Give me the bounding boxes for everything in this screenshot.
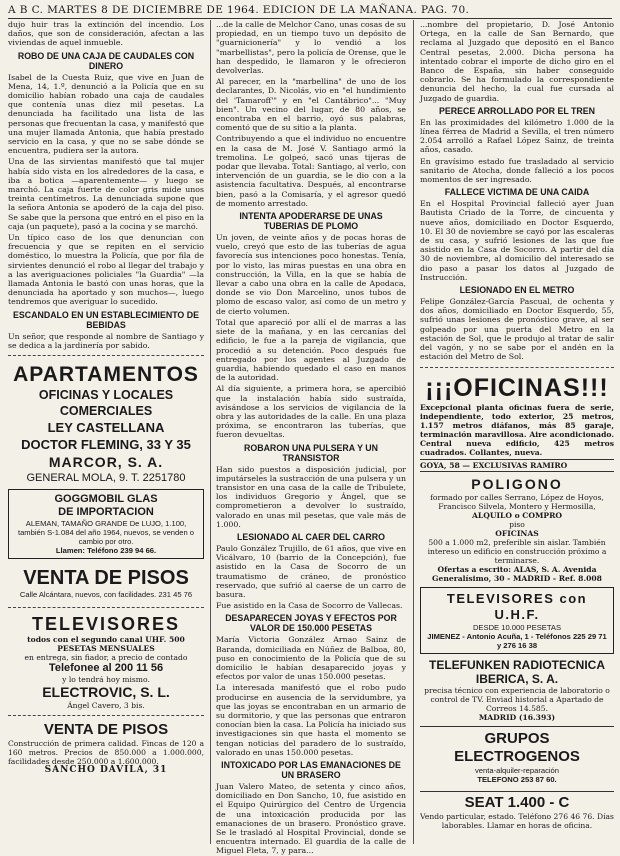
article-text: ...nombre del propietario, D. José Antonio Ortega, en la calle de San Bernardo, que reclama al Juzgado que depositó en el Banco Central pesetas, 2.000. Dicha persona ha intentado cobrar el importe de dicho giro en el Banco de España, sin haber conseguido cobrarlo. Se ha formulado la correspondiente denuncia del hecho, la cual fue cursada al Juzgado de guardia. bbox=[420, 20, 614, 103]
ad-text: DESDE 10.000 PESETAS bbox=[472, 622, 562, 632]
ad-address: Ángel Cavero, 3 bis. bbox=[67, 701, 145, 711]
ad-title: POLIGONO bbox=[471, 475, 563, 492]
column-left bbox=[8, 20, 204, 848]
article-text: Un típico caso de los que denuncian con frecuencia y que se repiten en el servicio doméstico, lo muestra la Policía, que por fila de sirvientes denunció el robo al llegar del trabajo y a las averiguaciones policiales "la Guardia" —la llamada Antonia le bastó con unas horas, que la denunciada ha aportado y son muchos—, luego tendremos que averiguar lo sucedido. bbox=[8, 233, 204, 307]
article-text: dujo huir tras la extinción del incendio. Los daños, que son de consideración, afectan a las viviendas de aquel inmueble. bbox=[8, 20, 204, 48]
ad-address: MADRID (16.393) bbox=[478, 712, 556, 722]
ad-seat bbox=[420, 791, 614, 830]
ad-phone: Llamen: Teléfono 239 94 66. bbox=[55, 546, 157, 556]
article-text: Felipe González-García Pascual, de ochenta y dos años, domiciliado en Doctor Esquerdo, 55, sufrió unas lesiones de pronóstico grave, al ser golpeado por una puerta del Metro en la estación de Sol, que le produjo al tratar de salir del vagón, y no se sabe por el andén en la estación del Metro de Sol. bbox=[420, 297, 614, 362]
ad-text: formado por calles Serrano, López de Hoyos, Francisco Silvela, Montero y Hermosilla, bbox=[430, 492, 604, 511]
article-text: Un joven, de veinte años y de pocas horas de vuelo, creyó que esto de las tuberías de agua favorecía sus intenciones poco honestas. Tenía, por lo visto, las miras puestas en una obra en construcción, la Villa, en la que se había de llevar a cabo una obra en la calle de Apodaca, donde se vio Don Marcelino, unos tubos de plomo de escaso valor, así como de un metro y de cierto volumen. bbox=[216, 233, 406, 316]
column-right bbox=[420, 20, 614, 848]
column-rule bbox=[413, 20, 414, 844]
ad-brand: ELECTROVIC, S. L. bbox=[42, 684, 170, 701]
article-text: Total que apareció por allí el de marras a las siete de la mañana, y en las cercanías del edificio, le fue a la pareja de vigilancia, que procedió a su detención. Poco después fue entregado por los agentes al Juzgado de guardia, habiendo quedado el caso en manos de la autoridad. bbox=[216, 317, 406, 383]
article-headline: ROBO DE UNA CAJA DE CAUDALES CON DINERO bbox=[17, 50, 195, 71]
ad-line: LEY CASTELLANA bbox=[47, 420, 165, 436]
ad-text: Construcción de primera calidad. Fincas de 120 a 160 metros. Precios de 850.000 a 1.000.000, facilidades desde 250.000 a 1.600.000. bbox=[8, 739, 204, 767]
article-text: En el Hospital Provincial falleció ayer Juan Bautista Criado de la Torre, de cincuenta y nueve años, domiciliado en Doctor Esquerdo, 10. El 30 de noviembre se cayó por las escaleras de su casa, y sufrió lesiones de las que fue asistido en la Casa de Socorro. A partir del día 30 de noviembre, al domicilio del interesado se dio paso a pasar los datos al Juzgado de Instrucción. bbox=[420, 199, 614, 282]
ad-phone: TELEFONO 253 87 60. bbox=[477, 774, 557, 784]
divider bbox=[420, 367, 614, 368]
ad-text: piso bbox=[509, 519, 525, 529]
ad-text: Vendo particular, estado. Teléfono 276 46 76. Días laborables. Llamar en horas de oficina. bbox=[420, 811, 614, 830]
ad-text: y lo tendrá hoy mismo. bbox=[62, 675, 150, 685]
ad-title: TELEVISORES con U.H.F. bbox=[446, 590, 588, 622]
ad-text: en entrega, sin fiador, a precio de contado bbox=[24, 653, 188, 663]
ad-oficinas bbox=[420, 373, 614, 472]
article-text: Contribuyendo a que el individuo no encuentre en la casa de M. José V. Santiago armó la tremolina. Le golpeó, sacó unas tijeras de podar que llevaba. Total: Santiago, al verlo, con intervención de un guardia, se le dio con a la asistencia facultativa. Después, al encontrarse bien, pasó a la Comisaría, y el agresor quedó de momento arrestado. bbox=[216, 134, 406, 208]
ad-text: 500 a 1.000 m2, preferible sin aislar. También intereso un edificio en construcción próximo a terminarse. bbox=[427, 537, 607, 565]
ad-title: GOGGMOBIL GLAS bbox=[54, 493, 158, 506]
ad-address: SANCHO DAVILA, 31 bbox=[44, 765, 168, 776]
column-rule bbox=[210, 20, 211, 844]
ad-text: JIMENEZ - Antonio Acuña, 1 - Teléfonos 225 29 71 y 276 16 38 bbox=[427, 631, 607, 650]
ad-text: precisa técnico con experiencia de laboratorio o control de TV. Enviad historial a Apartado de Correos 14.585. bbox=[424, 685, 610, 713]
ad-goggmobil bbox=[8, 489, 204, 559]
article-headline: FALLECE VICTIMA DE UNA CAIDA bbox=[444, 187, 590, 198]
article-text: Juan Valero Mateo, de setenta y cinco años, domiciliado en Don Sancho, 10, fue asistido en el Equipo Quirúrgico del Centro de Urgencia de una intoxicación producida por las emanaciones de un brasero. Pronóstico grave. Se le trasladó al Hospital Provincial, donde se encuentra internado. El guardia de la calle de Miguel Fleta, 7, y para... bbox=[216, 782, 406, 856]
article-headline: INTENTA APODERARSE DE UNAS TUBERIAS DE PLOMO bbox=[239, 211, 383, 232]
article-text: ...de la calle de Melchor Cano, unas cosas de su propiedad, en un tiempo tuvo un depósito de "guarnicionería" y lo vendió a los "marbellistas", pero la policía de Orense, que le han despedido, le llamaron y le ofrecieron devolverlas. bbox=[216, 20, 406, 76]
ad-title: IBERICA, S. A. bbox=[475, 671, 559, 686]
ad-title: DE IMPORTACION bbox=[58, 506, 154, 519]
article-headline: INTOXICADO POR LAS EMANACIONES DE UN BRASERO bbox=[221, 760, 401, 781]
article-text: En las proximidades del kilómetro 1.000 de la línea férrea de Madrid a Sevilla, el tren número 2.054 arrolló a Rafael López Sainz, de treinta años, casado. bbox=[420, 117, 614, 155]
article-text: Al parecer, en la "marbellina" de uno de los declarantes, D. Nicolás, vio en "el hundimiento del 'Tamaroff'" y en "el Cantábrico"... "Muy bien". Un vecino del lugar, de 80 años, se encontraba en el barrio, oyó sus palabras, comentó que de su sitio a la planta. bbox=[216, 77, 406, 133]
ad-line: DOCTOR FLEMING, 33 Y 35 bbox=[21, 437, 191, 453]
ad-title: APARTAMENTOS bbox=[13, 363, 199, 387]
ad-title: SEAT 1.400 - C bbox=[464, 793, 570, 811]
ad-title: VENTA DE PISOS bbox=[43, 721, 169, 739]
ad-line: GENERAL MOLA, 9. T. 2251780 bbox=[26, 472, 186, 485]
article-text: Al día siguiente, a primera hora, se apercibió que la instalación había sido sustraída, avisándose a los servicios de vigilancia de la obra y las autoridades de la calle. En una plaza próxima, se encontraron las tuberías, que fueron devueltas. bbox=[216, 384, 406, 440]
article-text: Fue asistido en la Casa de Socorro de Vallecas. bbox=[216, 601, 403, 611]
divider bbox=[8, 355, 204, 356]
ad-line: OFICINAS Y LOCALES bbox=[38, 388, 174, 403]
article-text: María Victoria González Arnao Sainz de Baranda, domiciliada en Núñez de Balboa, 80, puso en conocimiento de la Policía que de su domicilio le habían desaparecido joyas y efectos por valor de unas 150.000 pesetas. bbox=[216, 635, 406, 682]
article-text: Una de las sirvientas manifestó que tal mujer había sido vista en los alrededores de la casa, e iba a botica —aparentemente— y luego se marchó. La caja fuerte de color gris mide unos treinta centímetros. La denunciada supone que la señora Antonia se apoderó de la caja del piso. Se sabe que la persona que entró en el piso en la caja (un paquete), pasó a la cocina y se marchó. bbox=[8, 157, 204, 231]
article-headline: LESIONADO EN EL METRO bbox=[459, 285, 575, 296]
article-headline: ROBARON UNA PULSERA Y UN TRANSISTOR bbox=[244, 442, 378, 463]
ad-poligono bbox=[420, 476, 614, 583]
ad-title: TELEFUNKEN RADIOTECNICA bbox=[429, 657, 605, 672]
ad-venta-pisos-1 bbox=[8, 563, 204, 602]
article-text: Han sido puestos a disposición judicial, por imputárseles la sustracción de una pulsera y un transistor en una casa de la calle de Tribulete, los individuos Gregorio y Ángel, que se comprometieron a devolver lo sustraído, valorado en unas mil pesetas, que vale más de 1.000. bbox=[216, 464, 406, 529]
article-headline: ESCANDALO EN UN ESTABLECIMIENTO DE BEBIDAS bbox=[13, 309, 199, 330]
page-header: A B C. MARTES 8 DE DICIEMBRE DE 1964. EDICION DE LA MAÑANA. PAG. 70. bbox=[8, 4, 612, 19]
ad-televisores-uhf bbox=[420, 587, 614, 654]
ad-televisores bbox=[8, 613, 204, 710]
article-text: En gravísimo estado fue trasladado al servicio sanitario de Atocha, donde falleció a los pocos momentos de ser ingresado. bbox=[420, 156, 614, 185]
divider bbox=[8, 607, 204, 608]
article-text: Paulo González Trujillo, de 61 años, que vive en Vicálvaro, 10 (barrio de la Concepción), fue asistido en la Casa de Socorro de un traumatismo de cráneo, de pronóstico reservado, que sufrió al caerse de un carro de basura. bbox=[216, 543, 406, 599]
ad-line: MARCOR, S. A. bbox=[48, 454, 164, 471]
article-headline: LESIONADO AL CAER DEL CARRO bbox=[237, 531, 385, 542]
article-text: Isabel de la Cuesta Ruiz, que vive en Juan de Mena, 14, 1.º, denunció a la Policía que en su domicilio habían robado una caja de caudales que contenía unas diez mil pesetas. La denunciada ha facilitado una lista de las personas que frecuentan la casa, y manifestó que una mujer llamada Antonia, que había prestado servicio en la casa, y que no se sabe dónde se encuentra, pudiera ser la autora. bbox=[8, 72, 204, 156]
ad-title: TELEVISORES bbox=[31, 614, 181, 635]
ad-text: ALQUILO o COMPRO bbox=[471, 510, 563, 520]
ad-title: GRUPOS ELECTROGENOS bbox=[454, 729, 580, 765]
ad-text: Calle Alcántara, nuevos, con facilidades. 231 45 76 bbox=[19, 590, 193, 600]
ad-contact: GOYA, 58 — EXCLUSIVAS RAMIRO bbox=[420, 459, 614, 472]
ad-title: VENTA DE PISOS bbox=[23, 567, 189, 590]
ad-text: Excepcional planta oficinas fuera de serie, independiente, todo exterior, 25 metros, 1.157 metros diáfanos, más 85 garaje, terminación maravillosa. Aire acondicionado. Central nueva edificio, 425 metros cuadrados. Collantes, nueva. bbox=[420, 402, 614, 457]
ad-text: todos con el segundo canal UHF. 500 PESETAS MENSUALES bbox=[27, 635, 185, 654]
ad-title: ¡¡¡OFICINAS!!! bbox=[425, 373, 609, 402]
ad-telefunken bbox=[420, 658, 614, 722]
ad-line: COMERCIALES bbox=[59, 404, 153, 419]
article-text: La interesada manifestó que el robo pudo producirse en ausencia de la servidumbre, ya que las joyas se encontraban en un armario de su dormitorio, y que las personas que entraron conocían bien la casa. La Policía ha iniciado sus investigaciones sin que hasta el momento se tengan noticias del paradero de lo sustraído, valorado en unas 150.000 pesetas. bbox=[216, 683, 406, 757]
article-headline: PERECE ARROLLADO POR EL TREN bbox=[439, 105, 595, 116]
column-middle bbox=[216, 20, 406, 856]
article-text: Un señor, que responde al nombre de Santiago y se dedica a la jardinería por sabido. bbox=[8, 331, 204, 350]
ad-apartamentos bbox=[8, 362, 204, 485]
ad-venta-pisos-2 bbox=[8, 721, 204, 775]
ad-text: venta-alquiler-reparación bbox=[475, 765, 559, 775]
ad-contact: Ofertas a escrito: ALAS, S. A. Avenida Generalísimo, 30 - MADRID - Ref. 8.008 bbox=[432, 564, 602, 583]
ad-phone: Telefonee al 200 11 56 bbox=[48, 662, 164, 675]
ad-text: ALEMAN, TAMAÑO GRANDE De LUJO, 1.100, también S-1.084 del año 1964, nuevos, se venden o cambio por otro. bbox=[17, 519, 195, 547]
ad-text: OFICINAS bbox=[495, 528, 539, 538]
article-headline: DESAPARECEN JOYAS Y EFECTOS POR VALOR DE 150.000 PESETAS bbox=[225, 613, 397, 634]
divider bbox=[8, 715, 204, 716]
ad-grupos-electrogenos bbox=[420, 726, 614, 787]
